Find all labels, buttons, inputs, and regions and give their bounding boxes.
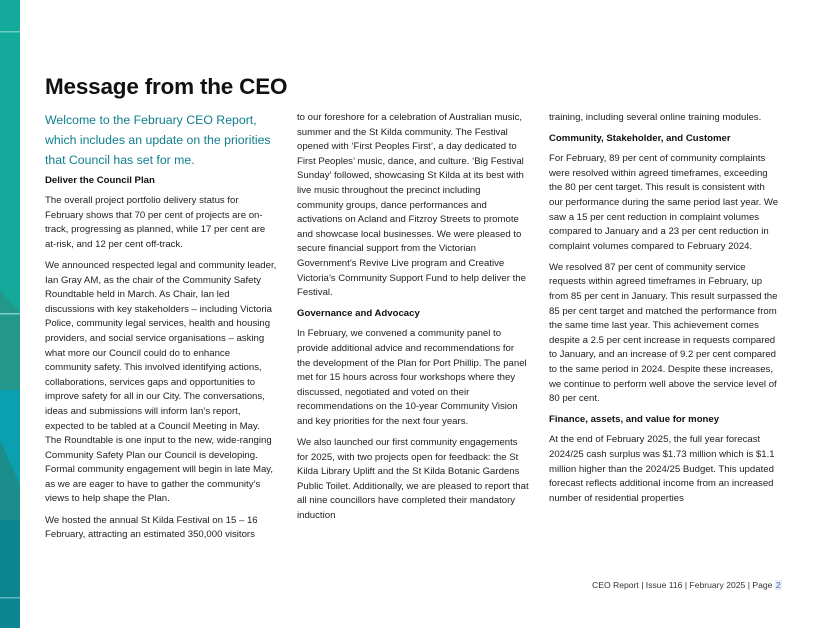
decorative-side-strip: [0, 0, 20, 628]
heading-governance-advocacy: Governance and Advocacy: [297, 308, 420, 320]
paragraph: For February, 89 per cent of community complaints were resolved within agreed timeframes, exceeding the 80 per cent target. This result is consistent with our performance during the same period last year. We saw a 15 per cent reduction in complaint volumes compared to January and a 23 per cent reduction in complaint volumes compared to February 2024.: [549, 153, 779, 252]
paragraph: We resolved 87 per cent of community service requests within agreed timeframes in February, up from 85 per cent in January. This result surpassed the 85 per cent target and matched the performance from the same time last year. This achievement comes despite a 2.5 per cent increase in requests compared to January, and an increase of 9.2 per cent compared to the same period in 2024. Despite these increases, we continue to perform well above the service level of 80 per cent.: [549, 261, 778, 405]
footer-text: CEO Report | Issue 116 | February 2025 | Page: [592, 580, 775, 590]
column-3: [549, 111, 781, 513]
column-2: [297, 111, 529, 530]
strip-divider-1: [0, 31, 20, 33]
paragraph: training, including several online training modules.: [549, 112, 762, 123]
page-title: Message from the CEO: [45, 74, 288, 99]
page-footer: [592, 580, 782, 590]
intro-text: Welcome to the February CEO Report, which includes an update on the priorities that Council has set for me.: [45, 113, 271, 167]
heading-deliver-council-plan: Deliver the Council Plan: [45, 175, 155, 186]
strip-divider-2: [0, 313, 20, 315]
paragraph: We hosted the annual St Kilda Festival on 15 – 16 February, attracting an estimated 350,000 visitors: [45, 514, 258, 541]
paragraph: We announced respected legal and community leader, Ian Gray AM, as the chair of the Community Safety Roundtable held in March. As Chair, Ian led discussions with key stakeholders – including Victoria Police, community legal services, health and housing providers, and social service organisations – asking what more our Council could do to enhance community safety. This involved identifying actions, collaborations, services gaps and opportunities to improve safety for all in our City. The conversations, ideas and submissions will inform Ian’s report, expected to be tabled at a Council Meeting in May. The Roundtable is one input to the new, wide-ranging Community Safety Plan our Council is developing. Formal community engagement will begin in late May, as we are eager to have to gather the community’s views to help shape the Plan.: [45, 259, 277, 505]
side-strip-graphic: [0, 0, 20, 628]
paragraph: The overall project portfolio delivery status for February shows that 70 per cent of projects are on-track, progressing as planned, while 17 per cent are at-risk, and 12 per cent off-track.: [45, 195, 266, 250]
strip-band-green: [0, 315, 20, 391]
page-number: 2: [775, 580, 781, 590]
strip-divider-3: [0, 597, 20, 599]
paragraph: In February, we convened a community panel to provide additional advice and recommendations for the development of the Plan for Port Phillip. The panel met for 15 hours across four workshops where they discussed, negotiated and voted on their recommendations on the 10-year Community Vision and key priorities for the next four years.: [297, 328, 527, 427]
paragraph: to our foreshore for a celebration of Australian music, summer and the St Kilda community. The Festival opened with ‘First Peoples First’, a day dedicated to First Peoples’ music, dance, and culture. ‘Big Festival Sunday’ followed, showcasing St Kilda at its best with live music throughout the precinct including community groups, dance performances and activations on Acland and Fitzroy Streets to promote and showcase local businesses. We were pleased to secure financial support from the Victorian Government’s Revive Live program and Creative Victoria’s Community Support Fund to help deliver the Festival.: [297, 112, 526, 299]
paragraph: At the end of February 2025, the full year forecast 2024/25 cash surplus was $1.73 million which is $1.1 million higher than the 2024/25 Budget. This updated forecast reflects additional income from an increased number of residential properties: [549, 434, 775, 504]
paragraph: We also launched our first community engagements for 2025, with two projects open for feedback: the St Kilda Library Uplift and the St Kilda Botanic Gardens Public Toilet. Additionally, we are pleased to report that all nine councillors have completed their mandatory induction: [297, 436, 529, 521]
column-1: [45, 110, 277, 549]
strip-band-deep: [0, 520, 20, 598]
strip-band-bottom: [0, 599, 20, 628]
heading-finance-assets-value: Finance, assets, and value for money: [549, 414, 720, 426]
heading-community-stakeholder-customer: Community, Stakeholder, and Customer: [549, 133, 731, 145]
